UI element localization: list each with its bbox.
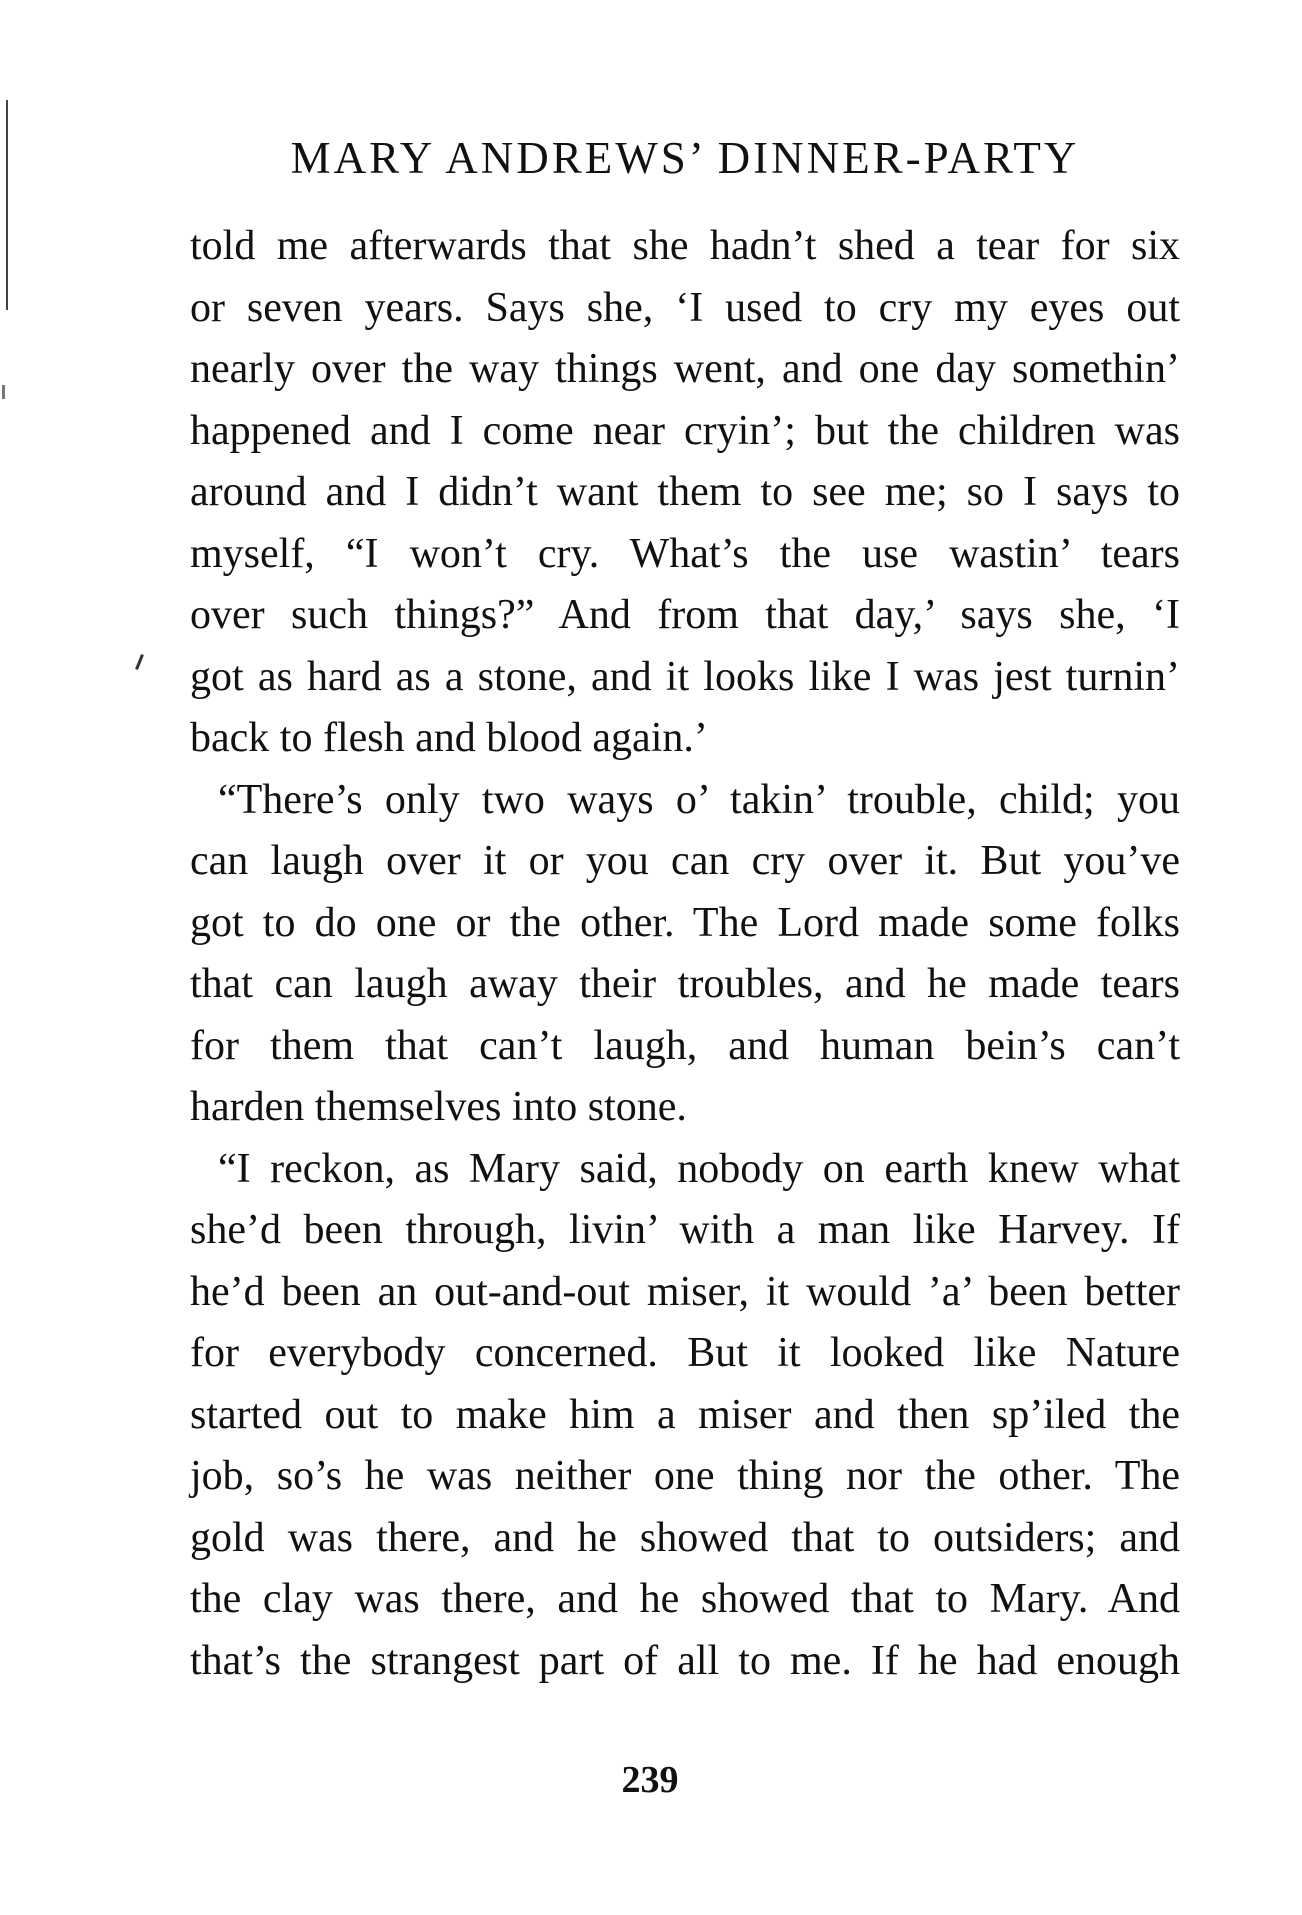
text-line-paragraph-start: “I reckon, as Mary said, nobody on earth knew what [218, 1145, 1180, 1192]
text-line: happened and I come near cryin’; but the children was [190, 407, 1180, 454]
text-line: that’s the strangest part of all to me. If he had enough [190, 1637, 1180, 1684]
text-line: got as hard as a stone, and it looks like I was jest turnin’ [190, 653, 1180, 700]
text-line: nearly over the way things went, and one day somethin’ [190, 346, 1180, 392]
text-line: can laugh over it or you can cry over it. But you’ve [190, 838, 1180, 884]
text-line: he’d been an out-and-out miser, it would ’a’ been better [190, 1268, 1180, 1315]
text-line: started out to make him a miser and then sp’iled the [190, 1391, 1180, 1438]
body-text [190, 216, 1180, 1692]
text-line: myself, “I won’t cry. What’s the use wastin’ tears [190, 530, 1180, 577]
text-line: the clay was there, and he showed that to Mary. And [190, 1576, 1180, 1622]
text-line: over such things?” And from that day,’ says she, ‘I [190, 592, 1180, 638]
gutter-rule [6, 100, 8, 310]
text-line-paragraph-start: “There’s only two ways o’ takin’ trouble, child; you [218, 776, 1180, 823]
text-line: for them that can’t laugh, and human bein’s can’t [190, 1022, 1180, 1069]
text-line: for everybody concerned. But it looked like Nature [190, 1330, 1180, 1376]
running-head: MARY ANDREWS’ DINNER-PARTY [290, 133, 1080, 183]
text-line: told me afterwards that she hadn’t shed a tear for six [190, 223, 1180, 269]
text-line: she’d been through, livin’ with a man like Harvey. If [190, 1207, 1180, 1253]
page-number: 239 [621, 1759, 679, 1801]
text-line: around and I didn’t want them to see me; so I says to [190, 469, 1180, 515]
margin-mark [135, 654, 144, 670]
text-line: that can laugh away their troubles, and he made tears [190, 961, 1180, 1007]
text-line: got to do one or the other. The Lord made some folks [190, 899, 1180, 946]
text-line: gold was there, and he showed that to outsiders; and [190, 1514, 1180, 1561]
gutter-mark [2, 385, 5, 399]
text-line-paragraph-end: harden themselves into stone. [190, 1084, 687, 1130]
text-line-paragraph-end: back to flesh and blood again.’ [190, 715, 708, 761]
text-line: or seven years. Says she, ‘I used to cry my eyes out [190, 284, 1180, 331]
text-line: job, so’s he was neither one thing nor the other. The [190, 1453, 1180, 1499]
